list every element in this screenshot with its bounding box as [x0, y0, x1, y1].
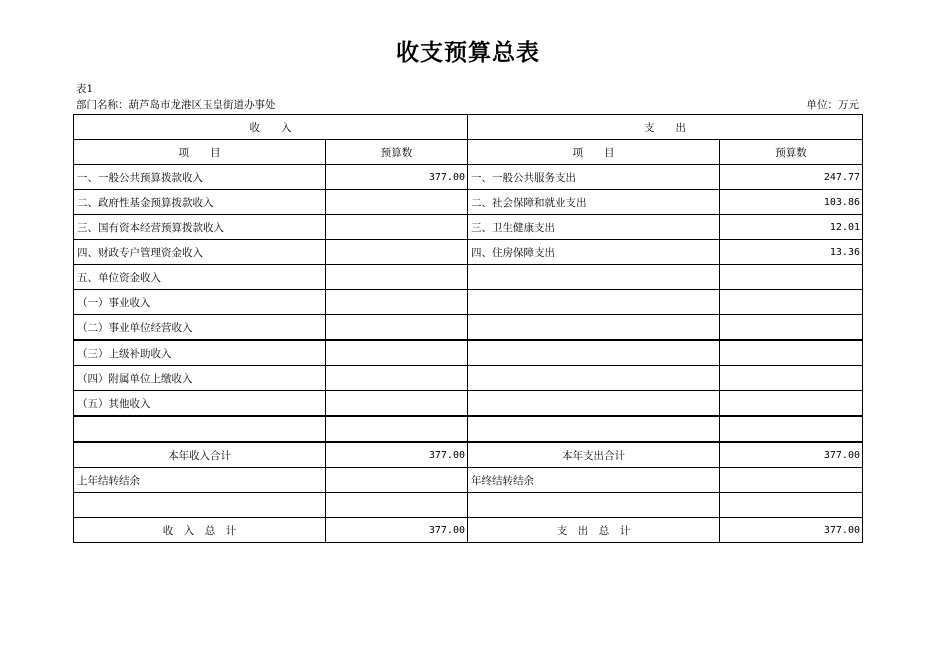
income-item-cell: 一、一般公共预算拨款收入	[74, 165, 326, 190]
expense-value-cell	[720, 416, 863, 442]
expense-item-cell	[468, 315, 720, 341]
grand-total-row	[74, 518, 863, 543]
expense-value-cell	[720, 391, 863, 417]
expense-value-cell: 377.00	[720, 442, 863, 468]
budget-summary-table	[73, 114, 863, 543]
expense-item-cell	[468, 391, 720, 417]
expense-value-cell	[720, 265, 863, 290]
table-number: 表1	[76, 83, 94, 95]
expense-value-cell	[720, 366, 863, 391]
income-value-cell	[326, 391, 468, 417]
income-item-cell: （四）附属单位上缴收入	[74, 366, 326, 391]
table-row	[74, 416, 863, 442]
table-row	[74, 265, 863, 290]
income-value-cell	[326, 290, 468, 315]
income-item-cell: 四、财政专户管理资金收入	[74, 240, 326, 265]
expense-value-cell: 247.77	[720, 165, 863, 190]
table-row	[74, 391, 863, 417]
income-value-cell: 377.00	[326, 165, 468, 190]
income-value-cell	[326, 340, 468, 366]
expense-item-header: 项 目	[468, 140, 720, 165]
income-budget-header: 预算数	[326, 140, 468, 165]
income-item-header: 项 目	[74, 140, 326, 165]
column-header-row	[74, 140, 863, 165]
table-row	[74, 165, 863, 190]
income-item-cell: （二）事业单位经营收入	[74, 315, 326, 341]
income-item-cell: （三）上级补助收入	[74, 340, 326, 366]
expense-value-cell	[720, 493, 863, 518]
expense-item-cell: 四、住房保障支出	[468, 240, 720, 265]
income-item-cell	[74, 493, 326, 518]
expense-item-cell	[468, 416, 720, 442]
income-section-header: 收 入	[74, 115, 468, 140]
income-label-cell: 本年收入合计	[74, 442, 326, 468]
income-item-cell: 五、单位资金收入	[74, 265, 326, 290]
income-value-cell	[326, 416, 468, 442]
income-value-cell	[326, 366, 468, 391]
expense-label-cell: 年终结转结余	[468, 468, 720, 493]
table-row	[74, 190, 863, 215]
year-total-row	[74, 442, 863, 468]
income-value-cell	[326, 190, 468, 215]
page-title: 收支预算总表	[396, 40, 540, 66]
income-item-cell: 三、国有资本经营预算拨款收入	[74, 215, 326, 240]
table-row	[74, 290, 863, 315]
income-value-cell: 377.00	[326, 442, 468, 468]
income-value-cell: 377.00	[326, 518, 468, 543]
expense-item-cell	[468, 290, 720, 315]
expense-value-cell: 13.36	[720, 240, 863, 265]
expense-item-cell	[468, 265, 720, 290]
expense-item-cell: 一、一般公共服务支出	[468, 165, 720, 190]
blank-row	[74, 493, 863, 518]
income-value-cell	[326, 265, 468, 290]
income-label-cell: 收 入 总 计	[74, 518, 326, 543]
table-row	[74, 240, 863, 265]
expense-label-cell: 本年支出合计	[468, 442, 720, 468]
income-item-cell: （五）其他收入	[74, 391, 326, 417]
unit-label: 单位：万元	[806, 99, 859, 111]
table-row	[74, 366, 863, 391]
expense-section-header: 支 出	[468, 115, 863, 140]
carry-over-row	[74, 468, 863, 493]
income-item-cell: （一）事业收入	[74, 290, 326, 315]
expense-item-cell	[468, 493, 720, 518]
income-label-cell: 上年结转结余	[74, 468, 326, 493]
expense-value-cell: 377.00	[720, 518, 863, 543]
income-value-cell	[326, 215, 468, 240]
section-header-row	[74, 115, 863, 140]
expense-item-cell: 二、社会保障和就业支出	[468, 190, 720, 215]
table-row	[74, 340, 863, 366]
expense-value-cell	[720, 290, 863, 315]
table-row	[74, 215, 863, 240]
table-row	[74, 315, 863, 341]
expense-item-cell: 三、卫生健康支出	[468, 215, 720, 240]
income-value-cell	[326, 468, 468, 493]
expense-value-cell: 103.86	[720, 190, 863, 215]
income-value-cell	[326, 493, 468, 518]
expense-value-cell: 12.01	[720, 215, 863, 240]
expense-item-cell	[468, 340, 720, 366]
income-value-cell	[326, 315, 468, 341]
income-item-cell: 二、政府性基金预算拨款收入	[74, 190, 326, 215]
expense-item-cell	[468, 366, 720, 391]
income-item-cell	[74, 416, 326, 442]
department-name: 部门名称：葫芦岛市龙港区玉皇街道办事处	[76, 99, 276, 111]
income-value-cell	[326, 240, 468, 265]
expense-value-cell	[720, 468, 863, 493]
expense-label-cell: 支 出 总 计	[468, 518, 720, 543]
expense-budget-header: 预算数	[720, 140, 863, 165]
expense-value-cell	[720, 340, 863, 366]
expense-value-cell	[720, 315, 863, 341]
